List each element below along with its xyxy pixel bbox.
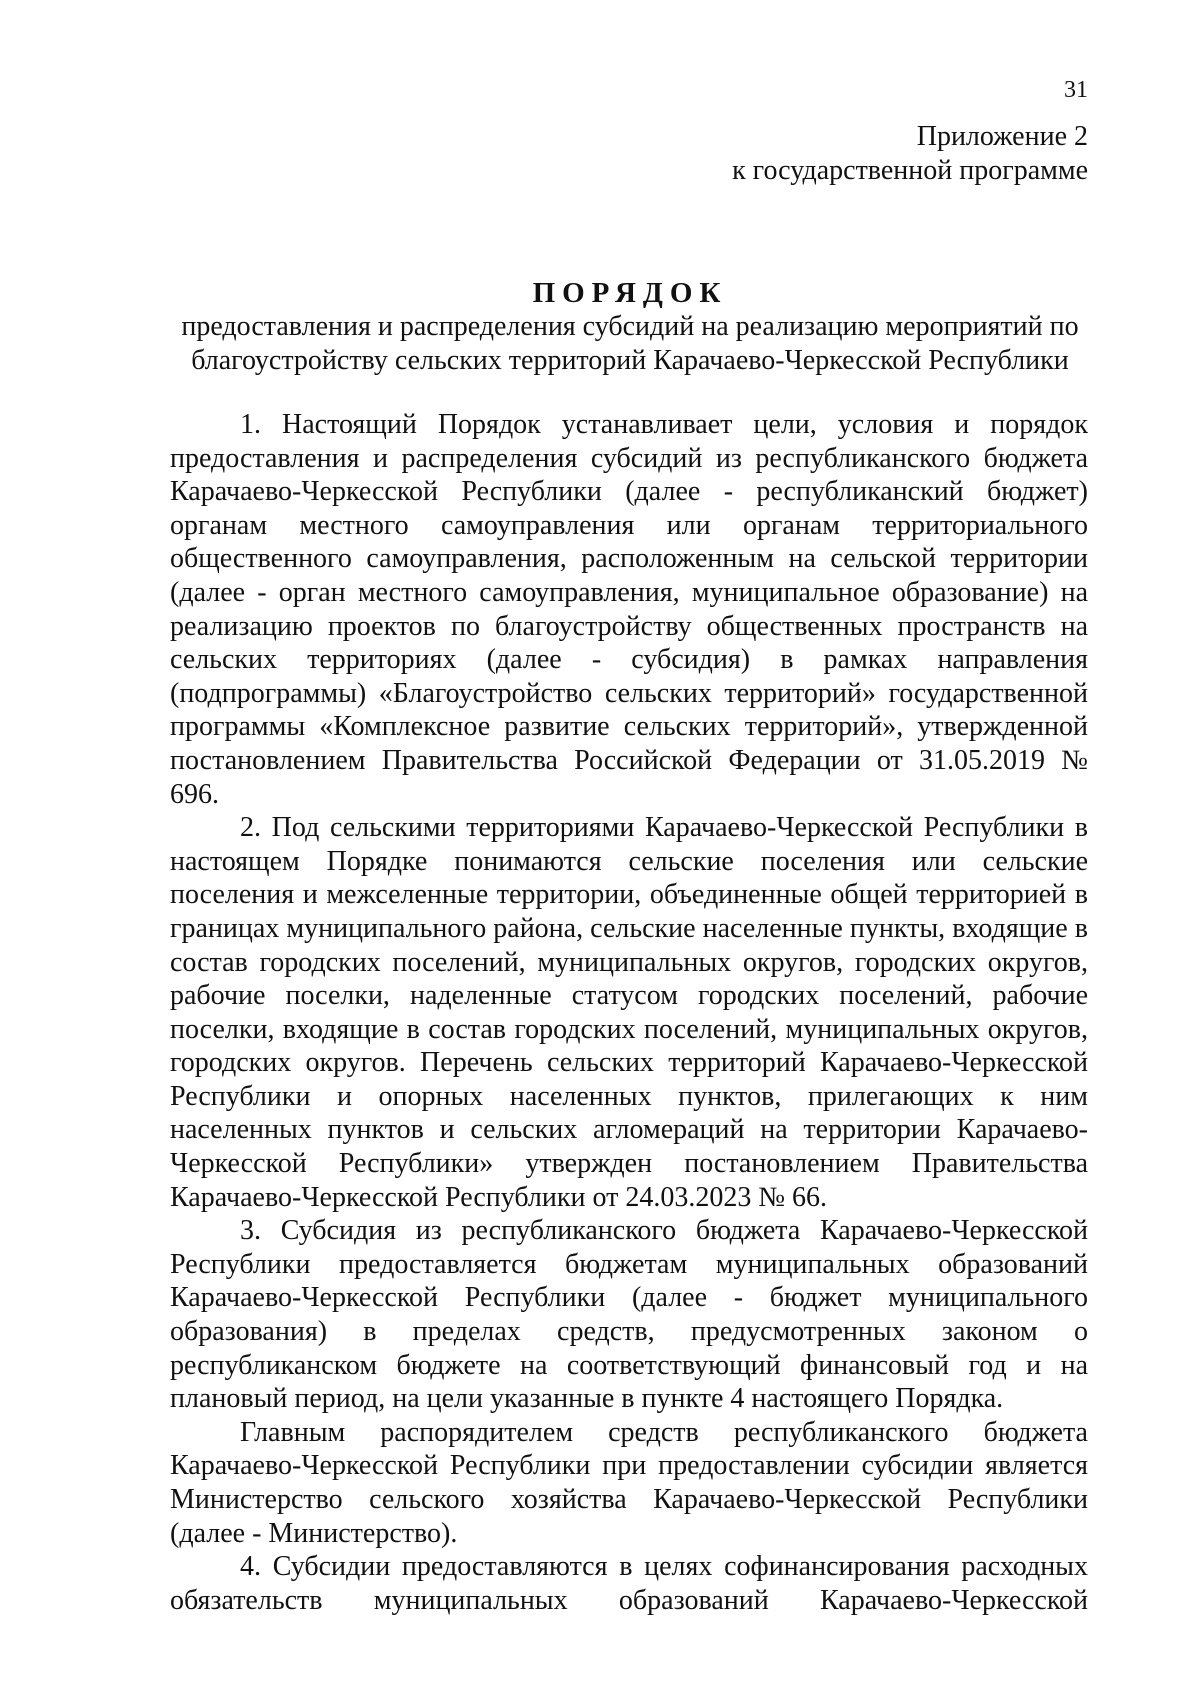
- page-number: 31: [1064, 77, 1088, 103]
- document-subtitle-line-2: благоустройству сельских территорий Карачаево-Черкесской Республики: [191, 345, 1069, 376]
- paragraph-5: 4. Субсидии предоставляются в целях софинансирования расходных обязательств муниципальных образований Карачаево-Черкесской: [170, 1551, 1088, 1616]
- paragraph-2: 2. Под сельскими территориями Карачаево-Черкесской Республики в настоящем Порядке понимаются сельские поселения или сельские поселения и межселенные территории, объединенные общей территорией в границах муниципального района, сельские населенные пункты, входящие в состав городских поселений, муниципальных округов, городских округов, рабочие поселки, наделенные статусом городских поселений, рабочие поселки, входящие в состав городских поселений, муниципальных округов, городских округов. Перечень сельских территорий Карачаево-Черкесской Республики и опорных населенных пунктов, прилегающих к ним населенных пунктов и сельских агломераций на территории Карачаево-Черкесской Республики» утвержден постановлением Правительства Карачаево-Черкесской Республики от 24.03.2023 № 66.: [170, 812, 1088, 1213]
- appendix-reference: [732, 120, 1088, 188]
- paragraph-1: 1. Настоящий Порядок устанавливает цели, условия и порядок предоставления и распределения субсидий из республиканского бюджета Карачаево-Черкесской Республики (далее - республиканский бюджет) органам местного самоуправления или органам территориального общественного самоуправления, расположенным на сельской территории (далее - орган местного самоуправления, муниципальное образование) на реализацию проектов по благоустройству общественных пространств на сельских территориях (далее - субсидия) в рамках направления (подпрограммы) «Благоустройство сельских территорий» государственной программы «Комплексное развитие сельских территорий», утвержденной постановлением Правительства Российской Федерации от 31.05.2019 № 696.: [170, 409, 1088, 810]
- appendix-line-1: Приложение 2: [916, 121, 1088, 152]
- paragraph-3: 3. Субсидия из республиканского бюджета Карачаево-Черкесской Республики предоставляется бюджетам муниципальных образований Карачаево-Черкесской Республики (далее - бюджет муниципального образования) в пределах средств, предусмотренных законом о республиканском бюджете на соответствующий финансовый год и на плановый период, на цели указанные в пункте 4 настоящего Порядка.: [170, 1215, 1088, 1415]
- paragraph-4: Главным распорядителем средств республиканского бюджета Карачаево-Черкесской Республики при предоставлении субсидии является Министерство сельского хозяйства Карачаево-Черкесской Республики (далее - Министерство).: [170, 1416, 1088, 1549]
- document-title: ПОРЯДОК: [532, 277, 728, 309]
- document-body: [170, 408, 1088, 1617]
- document-heading: [170, 276, 1090, 378]
- document-subtitle-line-1: предоставления и распределения субсидий на реализацию мероприятий по: [181, 311, 1079, 342]
- appendix-line-2: к государственной программе: [732, 155, 1088, 186]
